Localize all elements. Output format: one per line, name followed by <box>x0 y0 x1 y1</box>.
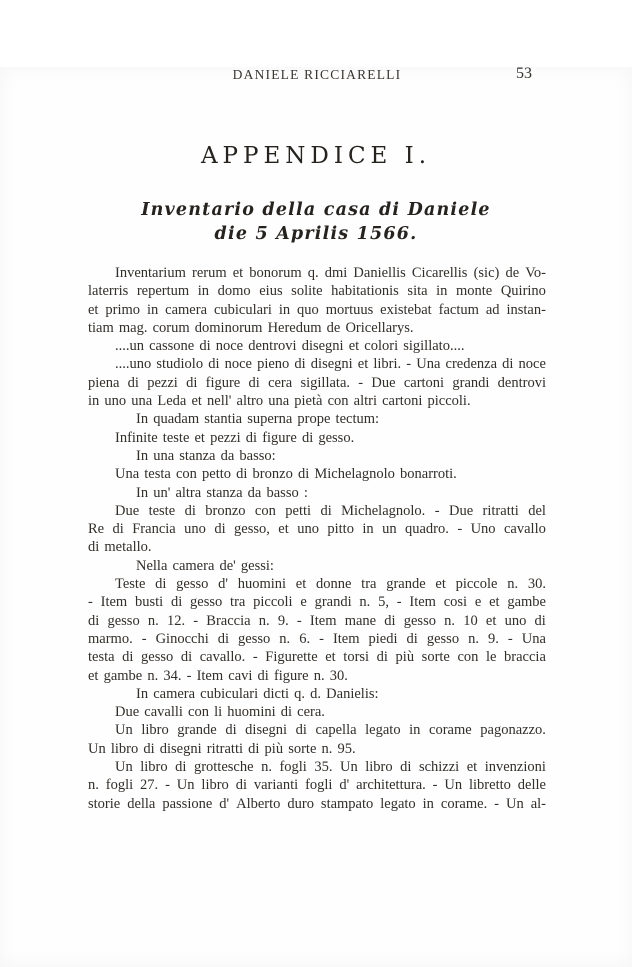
word: architettura. <box>356 777 426 794</box>
word: gesso <box>141 649 174 666</box>
word: grandi <box>314 594 352 611</box>
text-line: In camera cubiculari dicti q. d. Danielis: <box>136 685 379 702</box>
text-line <box>88 301 546 319</box>
word: grandi <box>452 374 490 391</box>
word: e <box>474 594 482 611</box>
word: gambe <box>507 594 546 611</box>
word: primo <box>105 301 141 318</box>
word: varianti <box>253 777 299 794</box>
word: solite <box>291 283 323 300</box>
word: Un <box>340 759 358 776</box>
word: fogli <box>105 777 134 794</box>
word: capella <box>315 722 357 739</box>
word: - <box>88 594 93 611</box>
word: Un <box>115 759 133 776</box>
word: di <box>320 502 332 519</box>
word: schizzi <box>418 759 460 776</box>
word: q. <box>307 265 319 281</box>
word: di <box>127 374 139 391</box>
text-line: tiam mag. corum dominorum Heredum de Oricellarys. <box>88 319 414 336</box>
text-line <box>88 612 546 630</box>
word: et <box>466 759 478 776</box>
word: marmo. <box>88 630 133 647</box>
word: - <box>507 630 513 647</box>
word: di <box>376 649 388 666</box>
word: di <box>180 649 193 666</box>
word: existebat <box>380 301 432 318</box>
word: mortuus <box>325 301 374 318</box>
word: Una <box>416 356 441 373</box>
word: n. <box>279 630 291 647</box>
word: un <box>382 521 397 538</box>
word: Figurette <box>265 649 318 666</box>
word: tra <box>361 576 377 593</box>
word: Una <box>521 630 546 647</box>
word: ritratti <box>482 502 519 519</box>
word: libretto <box>469 777 511 794</box>
word: Un <box>115 722 133 739</box>
word: Cicarellis <box>411 265 468 281</box>
word: di <box>208 356 220 373</box>
word: figure <box>205 374 241 391</box>
word: di <box>384 612 396 629</box>
word: di <box>184 502 196 519</box>
word: storie <box>88 795 121 812</box>
text-line: Una testa con petto di bronzo di Michelagnolo bonarroti. <box>115 466 457 483</box>
word: cartoni <box>403 374 445 391</box>
word: pieno <box>257 356 290 373</box>
word: gesso <box>238 630 271 647</box>
text-line <box>88 575 546 593</box>
word: monte <box>456 283 493 300</box>
word: libro <box>201 777 229 794</box>
text-line: Infinite teste et pezzi di figure di gesso. <box>115 429 355 446</box>
word: Re <box>88 521 105 538</box>
word: camera <box>165 301 208 318</box>
word: di <box>170 594 183 611</box>
word: uno <box>504 612 527 629</box>
subtitle-line-2: die 5 Aprilis 1566. <box>214 224 418 244</box>
running-header: DANIELE RICCIARELLI <box>232 67 402 82</box>
word: - <box>141 630 147 647</box>
word: disegni <box>310 356 353 373</box>
word: cosi <box>443 594 468 611</box>
word: Alberto <box>236 795 281 812</box>
word: petti <box>285 502 312 519</box>
word: in <box>362 521 374 538</box>
word: uno <box>184 521 206 538</box>
word: et <box>278 521 289 538</box>
word: 30. <box>527 576 546 593</box>
appendix-heading: APPENDICE I. <box>200 143 432 169</box>
word: - <box>193 612 199 629</box>
word: - <box>296 612 302 629</box>
word: dentrovi <box>497 374 546 391</box>
word: Item <box>332 630 360 647</box>
word: et <box>485 612 497 629</box>
word: d' <box>339 777 350 794</box>
word: repertum <box>136 283 190 300</box>
word: libro <box>140 759 168 776</box>
word: Un <box>176 777 195 794</box>
text-line: Due cavalli con li huomini di cera. <box>115 704 325 721</box>
word: - <box>406 356 412 373</box>
word: n. <box>261 759 272 776</box>
word: d' <box>219 795 230 812</box>
word: gesso <box>403 612 436 629</box>
word: stampato <box>320 795 374 812</box>
word: più <box>395 649 415 666</box>
word: Vo- <box>525 265 546 281</box>
word: pitto <box>327 521 354 538</box>
word: di <box>217 630 230 647</box>
word: legato <box>380 795 416 812</box>
word: libro <box>365 759 393 776</box>
text-line: Un libro di disegni ritratti di più sorte n. 95. <box>88 740 356 757</box>
word: mane <box>344 612 377 629</box>
text-line: In un' altra stanza da basso : <box>136 484 308 501</box>
word: e <box>300 594 307 611</box>
word: Ginocchi <box>155 630 209 647</box>
word: domo <box>217 283 251 300</box>
word: sigillata. <box>300 374 351 391</box>
word: busti <box>134 594 164 611</box>
word: 9. <box>487 630 499 647</box>
word: delle <box>517 777 546 794</box>
word: piedi <box>368 630 398 647</box>
word: di <box>112 521 124 538</box>
word: 10 <box>463 612 478 629</box>
word: della <box>127 795 156 812</box>
word: 35. <box>314 759 333 776</box>
word: et <box>295 576 307 593</box>
text-line: Nella camera de' gessi: <box>136 557 274 574</box>
word: donne <box>316 576 352 593</box>
word: noce <box>518 356 546 373</box>
body-text <box>88 264 546 813</box>
word: di <box>502 356 514 373</box>
text-line <box>88 758 546 776</box>
word: libro <box>141 722 169 739</box>
word: n. <box>468 630 479 647</box>
word: - <box>457 521 463 538</box>
text-line <box>88 520 546 538</box>
word: in <box>422 795 434 812</box>
text-line <box>88 502 546 520</box>
word: cubiculari <box>213 301 272 318</box>
word: gesso <box>190 594 223 611</box>
word: sita <box>407 283 428 300</box>
word: le <box>485 649 497 666</box>
text-line <box>88 282 546 300</box>
word: laterris <box>88 283 129 300</box>
word: quadro. <box>405 521 449 538</box>
word: - <box>165 777 170 794</box>
word: Un <box>444 777 463 794</box>
word: di <box>295 722 307 739</box>
word: 12. <box>166 612 186 629</box>
word: cavallo <box>503 521 546 538</box>
word: et <box>232 265 244 281</box>
word: di <box>400 759 412 776</box>
word: - <box>358 374 364 391</box>
word: rerum <box>191 265 227 281</box>
word: testa <box>88 649 115 666</box>
word: piccole <box>455 576 498 593</box>
word: Due <box>448 502 474 519</box>
word: n. <box>444 612 456 629</box>
word: 9. <box>277 612 289 629</box>
word: in <box>197 283 210 300</box>
word: dmi <box>324 265 348 281</box>
word: et <box>357 356 369 373</box>
word: noce <box>224 356 252 373</box>
text-line <box>88 630 546 648</box>
word: corame <box>429 722 472 739</box>
word: et <box>88 301 99 318</box>
word: legato <box>365 722 401 739</box>
word: fogli <box>279 759 307 776</box>
word: sorte <box>421 649 450 666</box>
word: piccoli <box>253 594 293 611</box>
word: al- <box>530 795 546 812</box>
word: - <box>252 649 258 666</box>
page-header <box>88 67 546 85</box>
word: di <box>534 612 546 629</box>
word: n. <box>507 576 519 593</box>
word: in <box>146 301 159 318</box>
text-line <box>88 593 546 611</box>
word: duro <box>287 795 314 812</box>
subtitle <box>0 198 632 246</box>
word: in <box>278 301 291 318</box>
word: huomini <box>237 576 287 593</box>
word: invenzioni <box>484 759 546 776</box>
word: fogli <box>305 777 333 794</box>
word: et <box>435 576 446 593</box>
word: tra <box>230 594 246 611</box>
word: grottesche <box>193 759 254 776</box>
word: 5, <box>378 594 389 611</box>
word: in <box>409 722 421 739</box>
word: Un <box>505 795 524 812</box>
text-line <box>88 795 546 813</box>
word: corame. <box>440 795 488 812</box>
word: di <box>122 649 134 666</box>
word: piena <box>88 374 120 391</box>
word: bronzo <box>205 502 246 519</box>
word: 6. <box>299 630 311 647</box>
word: credenza <box>445 356 498 373</box>
word: - <box>319 630 324 647</box>
word: Due <box>115 502 140 519</box>
word: di <box>88 612 100 629</box>
word: 27. <box>140 777 159 794</box>
word: quo <box>297 301 319 318</box>
word: di <box>175 759 187 776</box>
word: factum <box>438 301 479 318</box>
word: cavallo. <box>199 649 246 666</box>
subtitle-line-1: Inventario della casa di Daniele <box>141 200 491 220</box>
word: gesso <box>107 612 140 629</box>
text-line: in uno una Leda et nell' altro una pietà con altri cartoni piccoli. <box>88 393 471 410</box>
word: bonorum <box>249 265 302 281</box>
page-number: 53 <box>516 65 532 82</box>
word: Michelagnolo. <box>341 502 426 519</box>
word: - <box>396 594 402 611</box>
word: - <box>432 777 438 794</box>
word: ad <box>485 301 500 318</box>
word: di <box>214 521 226 538</box>
word: d' <box>218 576 228 593</box>
word: Item <box>100 594 128 611</box>
word: de <box>505 265 520 281</box>
word: et <box>489 594 500 611</box>
text-line: di metallo. <box>88 539 152 556</box>
word: eius <box>259 283 283 300</box>
word: Inventarium <box>115 265 186 281</box>
text-line <box>88 776 546 794</box>
word: (sic) <box>473 265 500 281</box>
word: instan- <box>506 301 546 318</box>
text-line <box>88 374 546 392</box>
text-line <box>88 264 546 282</box>
word: gesso, <box>234 521 270 538</box>
word: uno <box>297 521 319 538</box>
word: del <box>528 502 546 519</box>
word: studiolo <box>156 356 204 373</box>
text-line: In quadam stantia superna prope tectum: <box>136 411 380 428</box>
word: Francia <box>132 521 176 538</box>
word: grande <box>177 722 217 739</box>
book-page <box>0 67 632 967</box>
word: in <box>436 283 448 300</box>
word: habitationis <box>331 283 399 300</box>
text-line <box>88 648 546 666</box>
word: di <box>235 777 247 794</box>
text-line: In una stanza da basso: <box>136 447 276 464</box>
word: Uno <box>470 521 496 538</box>
word: et <box>325 649 336 666</box>
word: n. <box>147 612 159 629</box>
word: Item <box>309 612 337 629</box>
word: Due <box>371 374 396 391</box>
word: pagonazzo. <box>480 722 546 739</box>
word: grande <box>386 576 426 593</box>
word: n. <box>359 594 371 611</box>
word: n. <box>258 612 270 629</box>
text-line <box>88 355 546 373</box>
word: teste <box>148 502 176 519</box>
word: di <box>248 374 260 391</box>
word: di <box>155 576 167 593</box>
word: braccia <box>504 649 546 666</box>
word: libri. <box>373 356 402 373</box>
word: gesso <box>176 576 209 593</box>
word: n. <box>88 777 99 794</box>
word: di <box>225 722 237 739</box>
word: di <box>406 630 418 647</box>
word: Quirino <box>500 283 546 300</box>
word: cera <box>268 374 293 391</box>
word: Item <box>409 594 436 611</box>
word: disegni <box>245 722 288 739</box>
text-line: et gambe n. 34. - Item cavi di figure n. 30. <box>88 667 348 684</box>
word: con <box>457 649 479 666</box>
word: Daniellis <box>353 265 406 281</box>
word: - <box>434 502 440 519</box>
word: con <box>254 502 276 519</box>
word: di <box>294 356 306 373</box>
word: ....uno <box>115 356 152 373</box>
word: Braccia <box>206 612 251 629</box>
word: passione <box>162 795 213 812</box>
word: torsi <box>343 649 370 666</box>
word: - <box>494 795 500 812</box>
word: di <box>186 374 198 391</box>
text-line <box>88 721 546 739</box>
word: Teste <box>115 576 146 593</box>
word: pezzi <box>147 374 178 391</box>
word: gesso <box>426 630 460 647</box>
text-line: ....un cassone di noce dentrovi disegni et colori sigillato.... <box>115 338 465 355</box>
